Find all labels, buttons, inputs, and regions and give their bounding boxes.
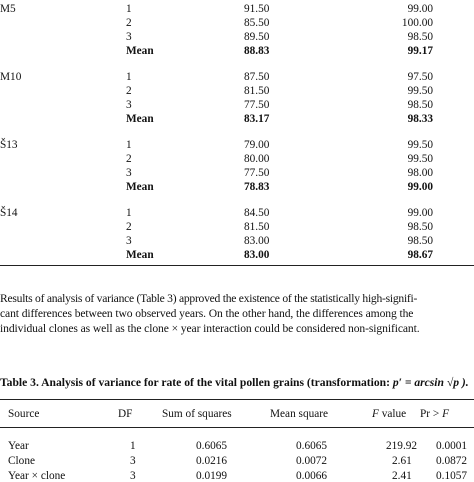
mean-year2: 98.33: [407, 113, 433, 125]
value-year1: 87.50: [244, 71, 270, 83]
table3-top-rule: [0, 399, 474, 400]
value-year2: 99.50: [407, 85, 433, 97]
row-df: 3: [130, 470, 136, 482]
replicate-label: 3: [126, 31, 132, 43]
mean-label: Mean: [126, 181, 154, 193]
replicate-label: 2: [126, 153, 132, 165]
value-year1: 91.50: [244, 3, 270, 15]
clone-label: Š14: [0, 207, 18, 219]
value-year1: 81.50: [244, 85, 270, 97]
caption-text: Table 3. Analysis of variance for rate of the vital pollen grains (transformation:: [0, 376, 393, 389]
row-pr: 0.1057: [436, 470, 468, 482]
value-year2: 98.50: [407, 99, 433, 111]
mean-label: Mean: [126, 45, 154, 57]
value-year2: 99.00: [407, 3, 433, 15]
mean-year1: 78.83: [244, 181, 270, 193]
header-sum-of-squares: Sum of squares: [162, 408, 232, 420]
header-source: Source: [8, 408, 40, 420]
row-pr: 0.0872: [436, 455, 468, 467]
header-pr-f-symbol: F: [442, 408, 449, 420]
value-year1: 83.00: [244, 235, 270, 247]
replicate-label: 2: [126, 221, 132, 233]
mean-label: Mean: [126, 113, 154, 125]
replicate-label: 1: [126, 71, 132, 83]
mean-year2: 99.17: [407, 45, 433, 57]
value-year1: 80.00: [244, 153, 270, 165]
value-year2: 99.50: [407, 153, 433, 165]
value-year2: 99.50: [407, 139, 433, 151]
mean-year1: 83.17: [244, 113, 270, 125]
paragraph-line: individual clones as well as the clone × year interaction could be considered non-significant.: [0, 322, 420, 335]
row-source: Clone: [8, 455, 35, 467]
row-sum-of-squares: 0.0216: [196, 455, 228, 467]
value-year2: 99.00: [407, 207, 433, 219]
header-mean-square: Mean square: [270, 408, 329, 420]
replicate-label: 1: [126, 3, 132, 15]
value-year1: 79.00: [244, 139, 270, 151]
row-f-value: 2.41: [392, 470, 412, 482]
value-year1: 89.50: [244, 31, 270, 43]
clone-label: M5: [0, 3, 16, 15]
row-df: 1: [130, 440, 136, 452]
replicate-label: 3: [126, 167, 132, 179]
row-sum-of-squares: 0.6065: [196, 440, 228, 452]
row-f-value: 2.61: [392, 455, 412, 467]
value-year1: 77.50: [244, 99, 270, 111]
replicate-label: 3: [126, 235, 132, 247]
value-year2: 98.50: [407, 235, 433, 247]
row-source: Year: [8, 440, 29, 452]
replicate-label: 2: [126, 17, 132, 29]
value-year2: 98.00: [407, 167, 433, 179]
value-year2: 98.50: [407, 31, 433, 43]
paragraph-line: cant differences between two observed years. On the other hand, the differences among the: [0, 307, 414, 320]
caption-formula: p′ = arcsin √p ).: [392, 376, 469, 389]
row-f-value: 219.92: [386, 440, 418, 452]
mean-year2: 98.67: [407, 249, 433, 261]
paragraph-line: Results of analysis of variance (Table 3) approved the existence of the statistically high-signifi-: [0, 292, 418, 305]
mean-label: Mean: [126, 249, 154, 261]
clone-label: Š13: [0, 139, 18, 151]
header-f-value: [372, 408, 406, 420]
value-year2: 100.00: [401, 17, 433, 29]
row-source: Year × clone: [8, 470, 66, 482]
value-year1: 77.50: [244, 167, 270, 179]
header-df: DF: [118, 408, 133, 420]
clone-label: M10: [0, 71, 22, 83]
header-pr-text: Pr >: [420, 408, 443, 420]
value-year1: 85.50: [244, 17, 270, 29]
value-year2: 98.50: [407, 221, 433, 233]
value-year2: 97.50: [407, 71, 433, 83]
mean-year1: 88.83: [244, 45, 270, 57]
row-sum-of-squares: 0.0199: [196, 470, 228, 482]
row-df: 3: [130, 455, 136, 467]
replicate-label: 3: [126, 99, 132, 111]
row-mean-square: 0.0066: [296, 470, 328, 482]
replicate-label: 1: [126, 207, 132, 219]
table3-header-rule: [0, 427, 474, 428]
mean-year1: 83.00: [244, 249, 270, 261]
results-paragraph: [0, 291, 474, 336]
table-bottom-rule: [0, 265, 474, 266]
header-pr-gt-f: [420, 408, 449, 420]
value-year1: 84.50: [244, 207, 270, 219]
header-f-value-text: value: [378, 408, 407, 420]
header-f-symbol: F: [372, 408, 379, 420]
value-year1: 81.50: [244, 221, 270, 233]
row-mean-square: 0.0072: [296, 455, 328, 467]
row-mean-square: 0.6065: [296, 440, 328, 452]
replicate-label: 2: [126, 85, 132, 97]
table3-caption: [0, 376, 469, 389]
row-pr: 0.0001: [436, 440, 468, 452]
replicate-label: 1: [126, 139, 132, 151]
mean-year2: 99.00: [407, 181, 433, 193]
